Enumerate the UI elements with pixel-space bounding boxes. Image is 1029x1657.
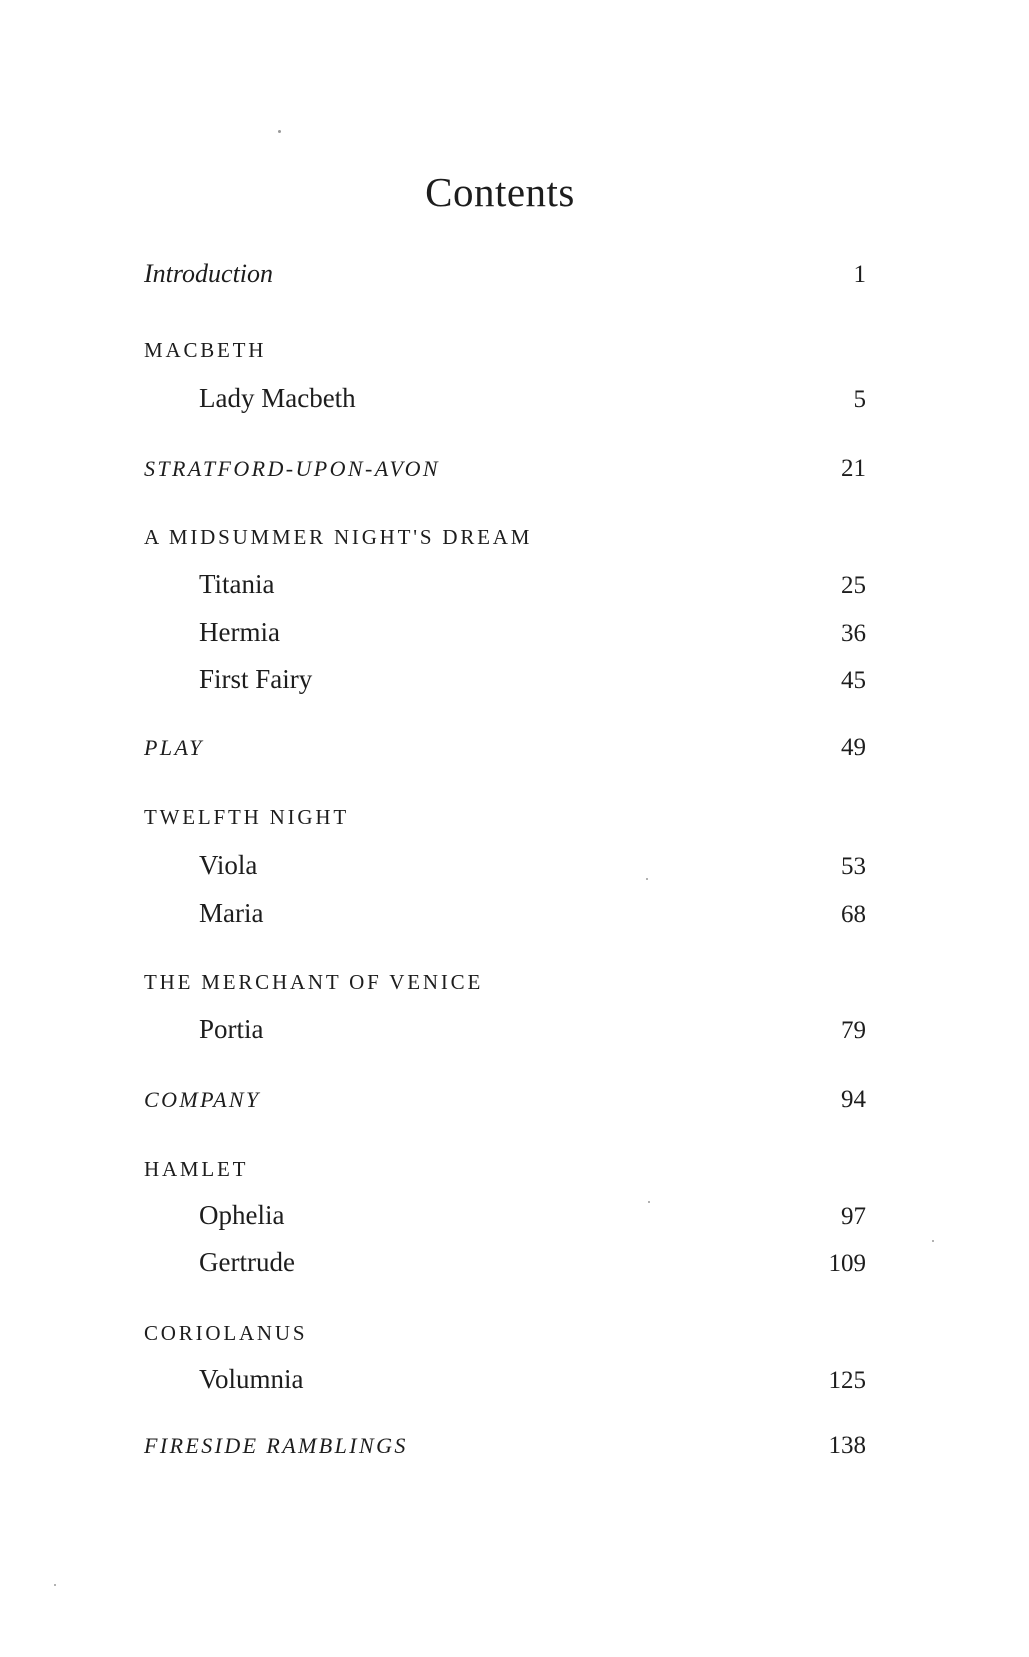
toc-heading-twelfth-night: [144, 805, 866, 830]
toc-entry-title: Viola: [199, 850, 258, 880]
toc-entry-title: FIRESIDE RAMBLINGS: [144, 1433, 408, 1458]
toc-heading-coriolanus: [144, 1321, 866, 1346]
toc-page-number: 45: [841, 667, 866, 694]
toc-page-number: 36: [841, 620, 866, 647]
toc-heading-title: THE MERCHANT OF VENICE: [144, 970, 484, 994]
toc-entry-gertrude[interactable]: [144, 1247, 866, 1278]
toc-heading-title: HAMLET: [144, 1157, 249, 1181]
paper-speck: [648, 1201, 650, 1203]
page-title: Contents: [425, 169, 575, 215]
toc-heading-macbeth: [144, 338, 866, 363]
toc-entry-title: COMPANY: [144, 1087, 261, 1112]
toc-entry-title: First Fairy: [199, 664, 313, 694]
paper-speck: [932, 1240, 934, 1242]
toc-heading-merchant-of-venice: [144, 970, 866, 995]
toc-page-number: 138: [828, 1432, 866, 1459]
paper-speck: [54, 1584, 56, 1586]
toc-heading-title: TWELFTH NIGHT: [144, 805, 349, 829]
paper-speck: [646, 878, 648, 880]
toc-entry-ophelia[interactable]: [144, 1200, 866, 1231]
toc-entry-company[interactable]: [144, 1086, 866, 1114]
toc-page-number: 125: [828, 1367, 866, 1394]
toc-page-number: 109: [828, 1250, 866, 1277]
paper-speck: [278, 130, 281, 133]
toc-entry-title: PLAY: [144, 735, 204, 760]
toc-entry-title: Portia: [199, 1014, 264, 1044]
toc-page-number: 79: [841, 1017, 866, 1044]
toc-entry-title: Maria: [199, 898, 264, 928]
toc-entry-portia[interactable]: [144, 1014, 866, 1045]
toc-page-number: 21: [841, 455, 866, 482]
toc-entry-hermia[interactable]: [144, 617, 866, 648]
toc-entry-title: STRATFORD-UPON-AVON: [144, 456, 441, 481]
toc-entry-stratford-upon-avon[interactable]: [144, 455, 866, 483]
toc-heading-midsummer: [144, 525, 866, 550]
toc-page-number: 97: [841, 1203, 866, 1230]
toc-entry-fireside-ramblings[interactable]: [144, 1432, 866, 1460]
toc-heading-title: CORIOLANUS: [144, 1321, 308, 1345]
toc-entry-viola[interactable]: [144, 850, 866, 881]
toc-entry-title: Hermia: [199, 617, 280, 647]
toc-page-number: 68: [841, 901, 866, 928]
toc-entry-title: Titania: [199, 569, 275, 599]
toc-entry-title: Gertrude: [199, 1247, 295, 1277]
toc-entry-lady-macbeth[interactable]: [144, 383, 866, 414]
toc-page-number: 53: [841, 853, 866, 880]
toc-entry-introduction[interactable]: [144, 259, 866, 289]
toc-entry-title: Introduction: [144, 259, 274, 288]
toc-entry-title: Ophelia: [199, 1200, 285, 1230]
toc-entry-volumnia[interactable]: [144, 1364, 866, 1395]
toc-page-number: 94: [841, 1086, 866, 1113]
toc-entry-titania[interactable]: [144, 569, 866, 600]
toc-page-number: 49: [841, 734, 866, 761]
toc-entry-first-fairy[interactable]: [144, 664, 866, 695]
toc-entry-maria[interactable]: [144, 898, 866, 929]
toc-page-number: 5: [853, 386, 866, 413]
toc-heading-title: MACBETH: [144, 338, 267, 362]
toc-page-number: 1: [853, 261, 866, 288]
toc-entry-title: Lady Macbeth: [199, 383, 356, 413]
toc-page-number: 25: [841, 572, 866, 599]
toc-entry-play[interactable]: [144, 734, 866, 762]
toc-entry-title: Volumnia: [199, 1364, 304, 1394]
toc-heading-title: A MIDSUMMER NIGHT'S DREAM: [144, 525, 533, 549]
toc-heading-hamlet: [144, 1157, 866, 1182]
